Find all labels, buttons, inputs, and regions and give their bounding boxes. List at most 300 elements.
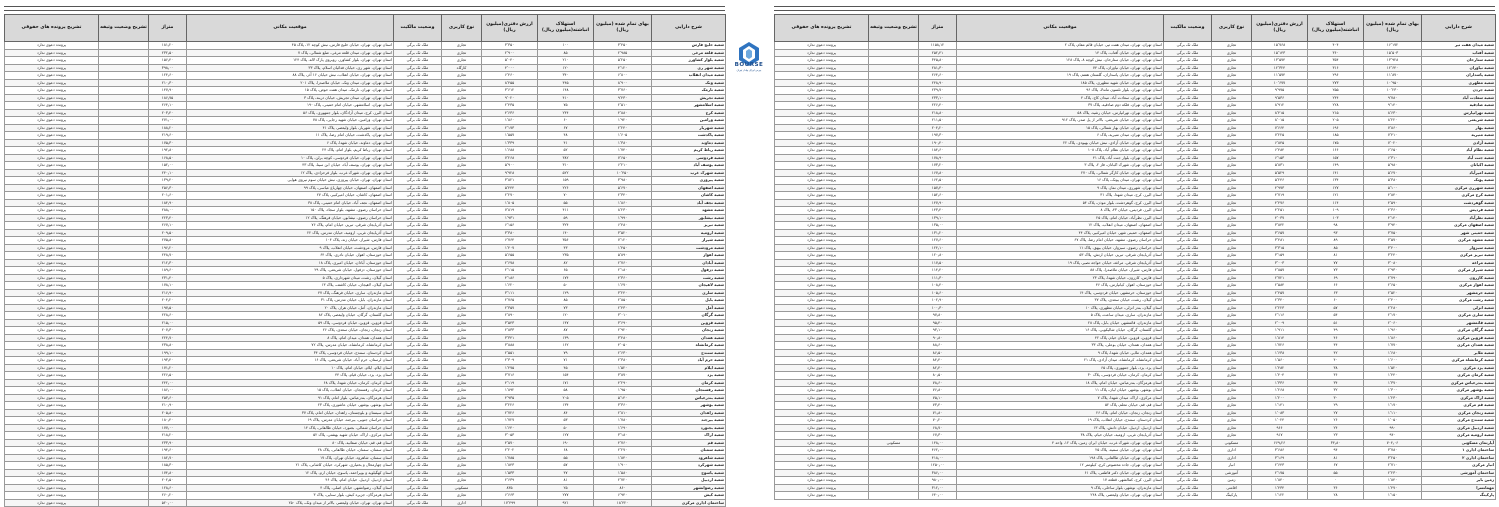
cell-depreciation: ۴۰۴ — [1308, 42, 1364, 50]
cell-ownership: ملک تک برگی — [394, 424, 442, 432]
cell-collateral — [869, 139, 919, 147]
cell-usage: تجاری — [1212, 147, 1252, 155]
cell-cost: ۲٬۷۹۰ — [1364, 274, 1422, 282]
cell-asset-desc: شعبه مراغه — [1422, 259, 1496, 267]
cell-asset-desc: شعبه آزادی — [1422, 139, 1496, 147]
cell-book-value: ۳٬۵۴۳ — [482, 319, 538, 327]
cell-book-value: ۷٬۶۶۴ — [1252, 124, 1308, 132]
cell-collateral — [869, 274, 919, 282]
cell-cost: ۳٬۱۸۰ — [594, 432, 652, 440]
cell-area: ۸۶٫۵۰ — [919, 349, 957, 357]
cell-collateral — [99, 42, 149, 50]
cell-ownership: ملک تک برگی — [1164, 394, 1212, 402]
cell-area: ۲۱۸٫۲۰ — [149, 432, 187, 440]
cell-cost: ۱٬۴۴۰ — [1364, 372, 1422, 380]
cell-legal-cases: پرونده دعوی ندارد — [5, 477, 99, 485]
cell-cost: ۲٬۳۸۰ — [594, 357, 652, 365]
cell-legal-cases: پرونده دعوی ندارد — [5, 102, 99, 110]
cell-area: ۱۲۸٫۶۰ — [149, 484, 187, 492]
cell-cost: ۲٬۷۱۰ — [1364, 462, 1422, 470]
cell-collateral — [869, 199, 919, 207]
table-row — [5, 42, 726, 50]
cell-ownership: ملک تک برگی — [1164, 484, 1212, 492]
cell-legal-cases: پرونده دعوی ندارد — [5, 334, 99, 342]
cell-legal-cases: پرونده دعوی ندارد — [775, 72, 869, 80]
cell-depreciation: ۵۲ — [538, 147, 594, 155]
cell-usage: تجاری — [1212, 49, 1252, 57]
cell-asset-desc: شعبه یوسف آباد — [652, 162, 726, 170]
cell-collateral — [99, 267, 149, 275]
cell-legal-cases: پرونده دعوی ندارد — [5, 387, 99, 395]
cell-cost: ۲٬۹۳۰ — [1364, 267, 1422, 275]
table-row — [5, 252, 726, 260]
cell-cost: ۳٬۵۷۰ — [1364, 237, 1422, 245]
cell-legal-cases: پرونده دعوی ندارد — [5, 214, 99, 222]
cell-usage: تجاری — [442, 109, 482, 117]
cell-asset-desc: شعبه ونک — [652, 79, 726, 87]
cell-depreciation: ۲۸ — [1308, 492, 1364, 500]
cell-usage: تجاری — [1212, 432, 1252, 440]
cell-book-value: ۲٬۶۷۸ — [482, 259, 538, 267]
cell-ownership: ملک تک برگی — [394, 64, 442, 72]
cell-usage: تجاری — [1212, 357, 1252, 365]
cell-book-value: ۵٬۴۴۴ — [482, 184, 538, 192]
cell-usage: تجاری — [442, 237, 482, 245]
cell-cost: ۲٬۹۲۰ — [594, 327, 652, 335]
cell-book-value: ۳٬۳۵۰ — [482, 42, 538, 50]
cell-collateral — [869, 327, 919, 335]
cell-collateral — [99, 379, 149, 387]
cell-usage: تجاری — [1212, 259, 1252, 267]
cell-area: ۲۶۷٫۱۰ — [149, 222, 187, 230]
cell-asset-desc: شعبه نجف آباد — [652, 199, 726, 207]
cell-asset-desc: شعبه زنجان — [652, 327, 726, 335]
cell-cost: ۶٬۲۱۰ — [594, 162, 652, 170]
table-row — [775, 447, 1496, 455]
cell-location: استان تهران، تهران، خیابان نیاوران، پلاک ۷۴ — [957, 64, 1164, 72]
cell-legal-cases: پرونده دعوی ندارد — [775, 364, 869, 372]
table-row — [775, 424, 1496, 432]
cell-depreciation: ۲۰۵ — [538, 394, 594, 402]
cell-cost: ۲٬۱۷۰ — [1364, 312, 1422, 320]
cell-ownership: ملک تک برگی — [394, 379, 442, 387]
cell-collateral — [869, 304, 919, 312]
header-asset-desc: شرح دارایی — [652, 15, 726, 42]
cell-usage: تجاری — [1212, 177, 1252, 185]
cell-collateral — [869, 477, 919, 485]
cell-legal-cases: پرونده دعوی ندارد — [775, 424, 869, 432]
cell-collateral — [869, 349, 919, 357]
cell-collateral — [869, 319, 919, 327]
cell-asset-desc: ساختمان آموزشی — [1422, 469, 1496, 477]
cell-book-value: ۱٬۰۲۴ — [1252, 417, 1308, 425]
table-row — [5, 237, 726, 245]
cell-area: ۱۷۷٫۰۰ — [149, 424, 187, 432]
cell-ownership: ملک تک برگی — [394, 162, 442, 170]
cell-location: استان همدان، همدان، میدان امام، پلاک ۸ — [187, 334, 394, 342]
cell-asset-desc: شعبه شهرری مرکزی — [1422, 184, 1496, 192]
cell-location: استان خراسان رضوی، مشهد، بلوار سجاد، پلاک ۱۵۰ — [187, 207, 394, 215]
cell-ownership: ملک تک برگی — [1164, 94, 1212, 102]
cell-legal-cases: پرونده دعوی ندارد — [5, 252, 99, 260]
cell-book-value: ۲٬۵۸۴ — [1252, 282, 1308, 290]
cell-book-value: ۱۵٬۱۴۳ — [1252, 49, 1308, 57]
cell-ownership: ملک تک برگی — [1164, 222, 1212, 230]
cell-cost: ۱۵٬۵۰۳ — [1364, 49, 1422, 57]
cell-area: ۱۸۹٫۶۰ — [149, 267, 187, 275]
cell-location: استان اصفهان، اصفهان، میدان انقلاب، پلاک ۱۲ — [957, 222, 1164, 230]
cell-legal-cases: پرونده دعوی ندارد — [775, 454, 869, 462]
table-row — [5, 79, 726, 87]
cell-ownership: ملک تک برگی — [1164, 454, 1212, 462]
cell-location: استان گلستان، گرگان، خیابان شالیکوبی، پلاک ۱۶ — [957, 327, 1164, 335]
cell-area: ۷۶٫۸۰ — [919, 387, 957, 395]
cell-asset-desc: شعبه فردوسی — [652, 154, 726, 162]
cell-location: استان سیستان و بلوچستان، زاهدان، خیابان امام، پلاک ۳۷ — [187, 409, 394, 417]
cell-ownership: ملک تک برگی — [1164, 439, 1212, 447]
cell-cost: ۴٬۰۵۰ — [594, 342, 652, 350]
cell-usage: تجاری — [442, 289, 482, 297]
cell-depreciation: ۷۳ — [538, 304, 594, 312]
cell-asset-desc: شعبه قزوین مرکزی — [1422, 334, 1496, 342]
cell-asset-desc: شعبه نارمک — [652, 87, 726, 95]
cell-book-value: ۱٬۷۲۶ — [1252, 342, 1308, 350]
cell-location: استان تهران، پاکدشت، خیابان امام رضا، پلاک ۱۱ — [187, 132, 394, 140]
cell-usage: تجاری — [1212, 237, 1252, 245]
cell-location: استان تهران، تهران، خیابان طالقانی، پلاک ۱۹۸ — [957, 454, 1164, 462]
cell-area: ۱۰۲٫۹۰ — [919, 297, 957, 305]
cell-book-value: ۱٬۸۶۰ — [482, 117, 538, 125]
cell-asset-desc: ساختمان اداری مرکزی — [652, 499, 726, 507]
table-row — [5, 57, 726, 65]
cell-area: ۲۶۰٫۲۰ — [149, 492, 187, 500]
cell-legal-cases: پرونده دعوی ندارد — [5, 357, 99, 365]
cell-collateral — [869, 334, 919, 342]
cell-ownership: ملک تک برگی — [1164, 124, 1212, 132]
cell-area: ۲۴۸٫۹۰ — [919, 79, 957, 87]
cell-area: ۲۲۶٫۵۰ — [149, 372, 187, 380]
cell-cost: ۷٬۰۲۰ — [1364, 139, 1422, 147]
cell-area: ۶۸٫۷۰ — [919, 424, 957, 432]
cell-legal-cases: پرونده دعوی ندارد — [5, 312, 99, 320]
cell-book-value: ۴٬۲۵۱ — [1252, 207, 1308, 215]
cell-cost: ۵٬۹۸۰ — [1364, 162, 1422, 170]
cell-usage: تجاری — [1212, 417, 1252, 425]
cell-legal-cases: پرونده دعوی ندارد — [775, 417, 869, 425]
cell-legal-cases: پرونده دعوی ندارد — [5, 282, 99, 290]
cell-ownership: ملک تک برگی — [1164, 372, 1212, 380]
cell-depreciation: ۷۳ — [1308, 267, 1364, 275]
table-row — [775, 102, 1496, 110]
cell-book-value: ۵٬۸۳۱ — [1252, 162, 1308, 170]
cell-cost: ۳٬۹۸۰ — [594, 177, 652, 185]
cell-depreciation: ۱۲۰ — [538, 312, 594, 320]
cell-ownership: ملک تک برگی — [1164, 42, 1212, 50]
cell-area: ۲۱۸٫۸۰ — [919, 109, 957, 117]
cell-depreciation: ۹۸ — [1308, 222, 1364, 230]
cell-collateral — [869, 289, 919, 297]
cell-asset-desc: شعبه پونک — [1422, 177, 1496, 185]
cell-asset-desc: زمین بایر — [1422, 477, 1496, 485]
cell-cost: ۱٬۶۹۰ — [594, 424, 652, 432]
cell-collateral — [99, 439, 149, 447]
cell-cost: ۴٬۷۶۰ — [594, 439, 652, 447]
header-asset-desc: شرح دارایی — [1422, 15, 1496, 42]
cell-area: ۱۸۲٫۷۰ — [149, 454, 187, 462]
cell-depreciation: ۳۸ — [1308, 364, 1364, 372]
cell-asset-desc: شعبه ستارخان — [1422, 57, 1496, 65]
cell-book-value: ۱٬۵۶۰ — [1252, 357, 1308, 365]
cell-area: ۱۳۱٫۲۰ — [919, 229, 957, 237]
cell-usage: تجاری — [442, 477, 482, 485]
cell-ownership: ملک تک برگی — [1164, 49, 1212, 57]
cell-legal-cases: پرونده دعوی ندارد — [775, 199, 869, 207]
cell-ownership: ملک تک برگی — [394, 409, 442, 417]
cell-legal-cases: پرونده دعوی ندارد — [775, 139, 869, 147]
cell-location: استان قم، قم، خیابان صفائیه، پلاک ۸۰ — [187, 439, 394, 447]
cell-asset-desc: شعبه اردبیل مرکزی — [1422, 424, 1496, 432]
cell-area: ۲۲۳٫۴۰ — [149, 214, 187, 222]
cell-ownership: ملک تک برگی — [1164, 424, 1212, 432]
cell-legal-cases: پرونده دعوی ندارد — [775, 229, 869, 237]
cell-book-value: ۱٬۸۴۳ — [482, 462, 538, 470]
cell-location: استان تهران، رباط کریم، بلوار امام، پلاک ۲۴ — [187, 147, 394, 155]
cell-legal-cases: پرونده دعوی ندارد — [775, 102, 869, 110]
cell-area: ۱۷۱٫۲۰ — [149, 364, 187, 372]
cell-asset-desc: شعبه همدان — [652, 334, 726, 342]
table-row — [5, 207, 726, 215]
cell-depreciation: ۱۰۰ — [538, 42, 594, 50]
cell-depreciation: ۵۰ — [538, 424, 594, 432]
cell-usage: تجاری — [442, 154, 482, 162]
cell-ownership: ملک تک برگی — [394, 402, 442, 410]
cell-legal-cases: پرونده دعوی ندارد — [5, 64, 99, 72]
cell-area: ۲۵۶٫۳۰ — [149, 184, 187, 192]
cell-ownership: ملک تک برگی — [1164, 289, 1212, 297]
cell-asset-desc: انبار مرکزی — [1422, 462, 1496, 470]
cell-book-value: ۱٬۶۸۸ — [482, 147, 538, 155]
cell-usage: تجاری — [442, 447, 482, 455]
cell-legal-cases: پرونده دعوی ندارد — [5, 192, 99, 200]
cell-asset-desc: شعبه رضوانشهر — [652, 484, 726, 492]
cell-cost: ۲٬۵۱۰ — [594, 102, 652, 110]
cell-collateral: مسکونی — [869, 439, 919, 447]
cell-area: ۸۲٫۴۰ — [919, 364, 957, 372]
cell-asset-desc: شعبه کرمان — [652, 379, 726, 387]
cell-collateral — [99, 312, 149, 320]
cell-book-value: ۱٬۵۵۷ — [482, 132, 538, 140]
cell-depreciation: ۵۸ — [538, 387, 594, 395]
cell-collateral — [869, 64, 919, 72]
cell-usage: تجاری — [1212, 244, 1252, 252]
cell-usage: تجاری — [442, 132, 482, 140]
cell-location: استان البرز، کرج، کمالشهر، قطعه ۱۷ — [957, 477, 1164, 485]
cell-asset-desc: شعبه بوشهر — [652, 402, 726, 410]
cell-ownership: ملک تک برگی — [1164, 312, 1212, 320]
table-row — [5, 484, 726, 492]
cell-ownership: ملک تک برگی — [394, 214, 442, 222]
cell-legal-cases: پرونده دعوی ندارد — [5, 147, 99, 155]
cell-location: استان کهگیلویه و بویراحمد، یاسوج، خیابان ارم، پلاک ۱۲ — [187, 469, 394, 477]
cell-asset-desc: شعبه تبریز مرکزی — [1422, 252, 1496, 260]
cell-collateral — [99, 169, 149, 177]
table-row — [775, 192, 1496, 200]
cell-legal-cases: پرونده دعوی ندارد — [775, 484, 869, 492]
cell-depreciation: ۲۹ — [1308, 402, 1364, 410]
cell-book-value: ۳٬۸۴۲ — [1252, 222, 1308, 230]
cell-collateral — [869, 117, 919, 125]
table-row — [5, 454, 726, 462]
cell-cost: ۱٬۱۷۰ — [1364, 402, 1422, 410]
cell-legal-cases: پرونده دعوی ندارد — [5, 469, 99, 477]
cell-usage: تجاری — [442, 492, 482, 500]
cell-area: ۳۴۵٫۸۰ — [919, 57, 957, 65]
cell-depreciation: ۶۸ — [538, 447, 594, 455]
cell-usage: تجاری — [442, 184, 482, 192]
table-row — [775, 207, 1496, 215]
table-row — [775, 364, 1496, 372]
cell-collateral — [869, 237, 919, 245]
cell-usage: تجاری — [442, 432, 482, 440]
cell-collateral — [869, 109, 919, 117]
cell-asset-desc: ساختمان اداری ۱ — [1422, 447, 1496, 455]
cell-legal-cases: پرونده دعوی ندارد — [775, 304, 869, 312]
cell-legal-cases: پرونده دعوی ندارد — [5, 184, 99, 192]
cell-depreciation: ۵۵ — [1308, 469, 1364, 477]
cell-legal-cases: پرونده دعوی ندارد — [5, 132, 99, 140]
cell-depreciation: ۶۵ — [538, 267, 594, 275]
cell-ownership: ملک تک برگی — [394, 169, 442, 177]
cell-location: استان فارس، شیراز، خیابان ملاصدرا، پلاک ۸۸ — [957, 267, 1164, 275]
cell-location: استان مازندران، ساری، میدان ساعت، پلاک ۵ — [957, 312, 1164, 320]
cell-legal-cases: پرونده دعوی ندارد — [5, 57, 99, 65]
cell-area: ۱۹۶٫۲۰ — [149, 244, 187, 252]
cell-collateral — [869, 342, 919, 350]
cell-asset-desc: شعبه رشت مرکزی — [1422, 297, 1496, 305]
cell-book-value: ۱٬۴۰۷ — [482, 244, 538, 252]
cell-asset-desc: شعبه آبادان — [652, 259, 726, 267]
cell-usage: تجاری — [442, 222, 482, 230]
cell-book-value: ۵٬۰۴۰ — [482, 57, 538, 65]
table-top-rule — [774, 6, 1495, 11]
cell-ownership: ملک تک برگی — [394, 57, 442, 65]
cell-usage: تجاری — [1212, 132, 1252, 140]
cell-depreciation: ۸۵ — [538, 297, 594, 305]
cell-asset-desc: شعبه قزوین — [652, 319, 726, 327]
cell-legal-cases: پرونده دعوی ندارد — [775, 319, 869, 327]
cell-ownership: ملک تک برگی — [1164, 64, 1212, 72]
cell-usage: تجاری — [1212, 364, 1252, 372]
cell-usage: آموزشی — [1212, 469, 1252, 477]
cell-usage: تجاری — [1212, 109, 1252, 117]
cell-area: ۳۹۸٫۰۰ — [149, 64, 187, 72]
cell-location: استان تهران، شهریار، بلوار ولیعصر، پلاک ۴۱ — [187, 124, 394, 132]
cell-usage: تجاری — [442, 274, 482, 282]
cell-asset-desc: شعبه سبزوار — [1422, 244, 1496, 252]
cell-book-value: ۲٬۶۳۹ — [482, 477, 538, 485]
table-row — [775, 252, 1496, 260]
cell-usage: تجاری — [1212, 72, 1252, 80]
cell-location: استان مازندران، قائمشهر، خیابان بابل، پلاک ۲۸ — [957, 319, 1164, 327]
cell-location: استان هرمزگان، جزیره کیش، بلوار سنایی، پلاک ۳ — [187, 492, 394, 500]
cell-book-value: ۹۶۶ — [1252, 424, 1308, 432]
cell-book-value: ۳٬۱۱۱ — [482, 289, 538, 297]
cell-area: ۲۳۸٫۸۰ — [149, 342, 187, 350]
cell-area: ۱۸۱٫۲۰ — [149, 42, 187, 50]
cell-location: استان تهران، تهران، میدان ونک، خیابان ملاصدرا، پلاک ۲۰۱ — [187, 79, 394, 87]
cell-area: ۱۸۴٫۹۰ — [149, 199, 187, 207]
cell-ownership: ملک تک برگی — [1164, 462, 1212, 470]
cell-cost: ۳٬۷۵۰ — [1364, 229, 1422, 237]
cell-cost: ۱۰٬۴۵۰ — [594, 169, 652, 177]
cell-area: ۱۲۷٫۶۰ — [919, 237, 957, 245]
cell-ownership: ملک تک برگی — [394, 259, 442, 267]
cell-location: استان اصفهان، نجف آباد، خیابان امام خمینی، پلاک ۳۸ — [187, 199, 394, 207]
cell-legal-cases: پرونده دعوی ندارد — [775, 207, 869, 215]
cell-usage: تجاری — [1212, 162, 1252, 170]
header-cost: بهای تمام شده (میلیون ریال) — [594, 15, 652, 42]
cell-area: ۱۳۹٫۱۰ — [919, 214, 957, 222]
cell-usage: تجاری — [1212, 289, 1252, 297]
cell-usage: تجاری — [1212, 229, 1252, 237]
cell-depreciation: ۵۹ — [538, 214, 594, 222]
cell-legal-cases: پرونده دعوی ندارد — [775, 469, 869, 477]
cell-asset-desc: شعبه جنت آباد — [1422, 154, 1496, 162]
cell-area: ۱۵۷٫۴۰ — [919, 184, 957, 192]
cell-book-value: ۵٬۲۴۶ — [1252, 177, 1308, 185]
cell-usage: تجاری — [1212, 372, 1252, 380]
table-row — [775, 147, 1496, 155]
cell-usage: تجاری — [442, 417, 482, 425]
cell-book-value: ۲٬۸۳۳ — [482, 327, 538, 335]
cell-collateral — [99, 372, 149, 380]
cell-ownership: ملک تک برگی — [394, 484, 442, 492]
cell-depreciation: ۴۱ — [538, 139, 594, 147]
cell-collateral — [99, 409, 149, 417]
cell-asset-desc: شعبه سنندج — [652, 349, 726, 357]
cell-usage: مسکونی — [442, 484, 482, 492]
cell-legal-cases: پرونده دعوی ندارد — [775, 334, 869, 342]
cell-ownership: ملک تک برگی — [394, 282, 442, 290]
cell-asset-desc: شعبه رشت — [652, 274, 726, 282]
cell-area: ۲۱۹٫۶۰ — [149, 132, 187, 140]
cell-ownership: ملک تک برگی — [1164, 207, 1212, 215]
header-collateral: تشریح وضعیت وثیقه — [869, 15, 919, 42]
cell-usage: تجاری — [442, 57, 482, 65]
cell-area: ۲۰۳٫۴۰ — [149, 109, 187, 117]
cell-ownership: ملک تک برگی — [1164, 267, 1212, 275]
cell-location: استان گیلان، رضوانشهر، خیابان اصلی، پلاک ۴ — [187, 484, 394, 492]
cell-usage: تجاری — [442, 207, 482, 215]
cell-cost: ۱٬۸۶۰ — [1364, 334, 1422, 342]
cell-ownership: ملک تک برگی — [1164, 192, 1212, 200]
cell-ownership: ملک تک برگی — [1164, 132, 1212, 140]
cell-cost: ۲٬۷۶۰ — [594, 259, 652, 267]
cell-collateral — [869, 447, 919, 455]
cell-legal-cases: پرونده دعوی ندارد — [775, 192, 869, 200]
cell-book-value: ۳٬۱۵۹ — [1252, 252, 1308, 260]
cell-area: ۱۶۲٫۵۰ — [919, 177, 957, 185]
cell-asset-desc: شعبه شیراز مرکزی — [1422, 267, 1496, 275]
cell-location: استان فارس، کازرون، خیابان شهدا، پلاک ۲۳ — [957, 274, 1164, 282]
cell-usage: اداری — [1212, 447, 1252, 455]
cell-collateral — [99, 252, 149, 260]
cell-collateral — [869, 79, 919, 87]
table-row — [5, 492, 726, 500]
cell-cost: ۱٬۵۲۰ — [594, 364, 652, 372]
cell-cost: ۲٬۴۰۰ — [1364, 297, 1422, 305]
cell-usage: تجاری — [1212, 94, 1252, 102]
